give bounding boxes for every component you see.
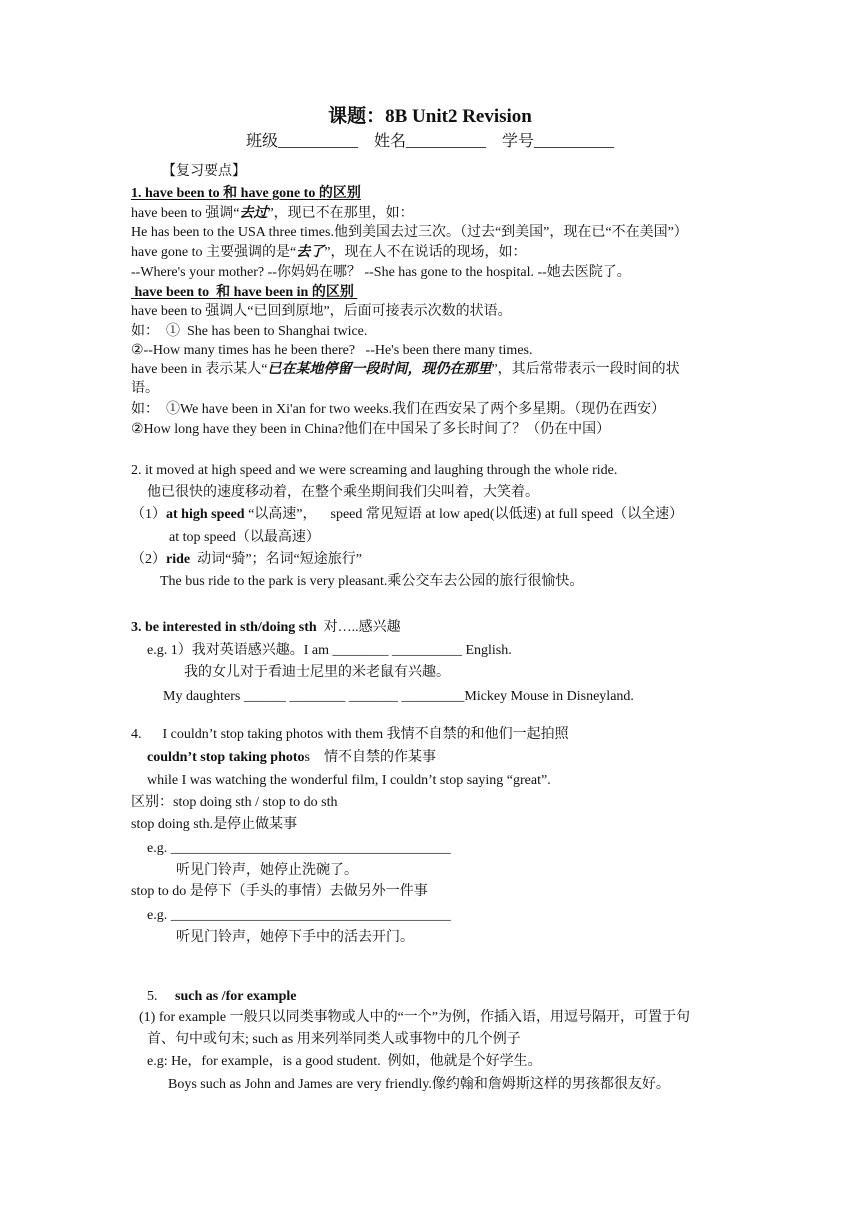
section-1-subheading: have been to 和 have been in 的区别: [131, 285, 358, 300]
review-points-heading: 【复习要点】: [162, 164, 246, 179]
section-1-line: ②--How many times has he been there? --He's been there many times.: [131, 343, 533, 358]
section-3-line: My daughters ______ ________ _______ _________Mickey Mouse in Disneyland.: [163, 689, 634, 704]
section-1-line: --Where's your mother? --你妈妈在哪？ --She has gone to the hospital. --她去医院了。: [131, 265, 631, 280]
section-2-line: （2）ride 动词“骑”；名词“短途旅行”: [131, 552, 362, 567]
section-4-line: 听见门铃声，她停下手中的活去开门。: [176, 930, 414, 945]
section-5-line: (1) for example 一般只以同类事物或人中的“一个”为例，作插入语，用逗号隔开，可置于句: [139, 1010, 690, 1025]
section-4-line: e.g. ________________________________________: [147, 841, 451, 856]
section-1-line: ②How long have they been in China?他们在中国呆了多长时间了？（仍在中国）: [131, 422, 611, 437]
section-1-line: have gone to 主要强调的是“去了”，现在人不在说话的现场，如：: [131, 245, 527, 260]
section-5-line: 首、句中或句末; such as 用来列举同类人或事物中的几个例子: [147, 1032, 521, 1047]
section-1-line: 如： ① She has been to Shanghai twice.: [131, 324, 368, 339]
section-2-heading: 2. it moved at high speed and we were screaming and laughing through the whole ride.: [131, 463, 618, 478]
section-2-line: The bus ride to the park is very pleasant.乘公交车去公园的旅行很愉快。: [160, 574, 584, 589]
section-3-heading: 3. be interested in sth/doing sth 对…..感兴趣: [131, 620, 401, 635]
section-4-line: stop doing sth.是停止做某事: [131, 817, 298, 832]
student-info-line: 班级__________ 姓名__________ 学号__________: [245, 133, 614, 150]
section-4-line: while I was watching the wonderful film, I couldn’t stop saying “great”.: [147, 773, 551, 788]
section-2-line: （1）at high speed “以高速”， speed 常见短语 at low aped(以低速) at full speed（以全速）: [131, 507, 684, 522]
section-1-line: 如： ①We have been in Xi'an for two weeks.我们在西安呆了两个多星期。（现仍在西安）: [131, 402, 666, 417]
section-5-line: e.g: He，for example，is a good student. 例如，他就是个好学生。: [147, 1054, 542, 1069]
section-4-heading: 4. I couldn’t stop taking photos with them 我情不自禁的和他们一起拍照: [131, 727, 569, 742]
section-1-line: 语。: [131, 381, 159, 396]
section-5-heading: 5. such as /for example: [147, 989, 297, 1004]
section-1-line: have been to 强调人“已回到原地”，后面可接表示次数的状语。: [131, 304, 512, 319]
section-2-line: 他已很快的速度移动着，在整个乘坐期间我们尖叫着，大笑着。: [147, 485, 539, 500]
section-4-line: couldn’t stop taking photos 情不自禁的作某事: [147, 750, 436, 765]
section-1-line: He has been to the USA three times.他到美国去过三次。（过去“到美国”，现在已“不在美国”）: [131, 225, 688, 240]
section-1-line: have been in 表示某人“已在某地停留一段时间，现仍在那里”，其后常带表示一段时间的状: [131, 362, 680, 377]
section-4-line: stop to do 是停下（手头的事情）去做另外一件事: [131, 884, 428, 899]
section-1-heading: 1. have been to 和 have gone to 的区别: [131, 186, 361, 201]
section-1-line: have been to 强调“去过”，现已不在那里，如：: [131, 206, 414, 221]
page-title: 课题：8B Unit2 Revision: [328, 106, 532, 127]
section-5-line: Boys such as John and James are very friendly.像约翰和詹姆斯这样的男孩都很友好。: [168, 1077, 670, 1092]
section-3-line: e.g. 1）我对英语感兴趣。I am ________ __________ English.: [147, 643, 512, 658]
section-2-line: at top speed（以最高速）: [169, 530, 320, 545]
section-4-line: e.g. ________________________________________: [147, 908, 451, 923]
section-4-line: 区别：stop doing sth / stop to do sth: [131, 795, 338, 810]
section-3-line: 我的女儿对于看迪士尼里的米老鼠有兴趣。: [184, 665, 450, 680]
section-4-line: 听见门铃声，她停止洗碗了。: [176, 863, 358, 878]
